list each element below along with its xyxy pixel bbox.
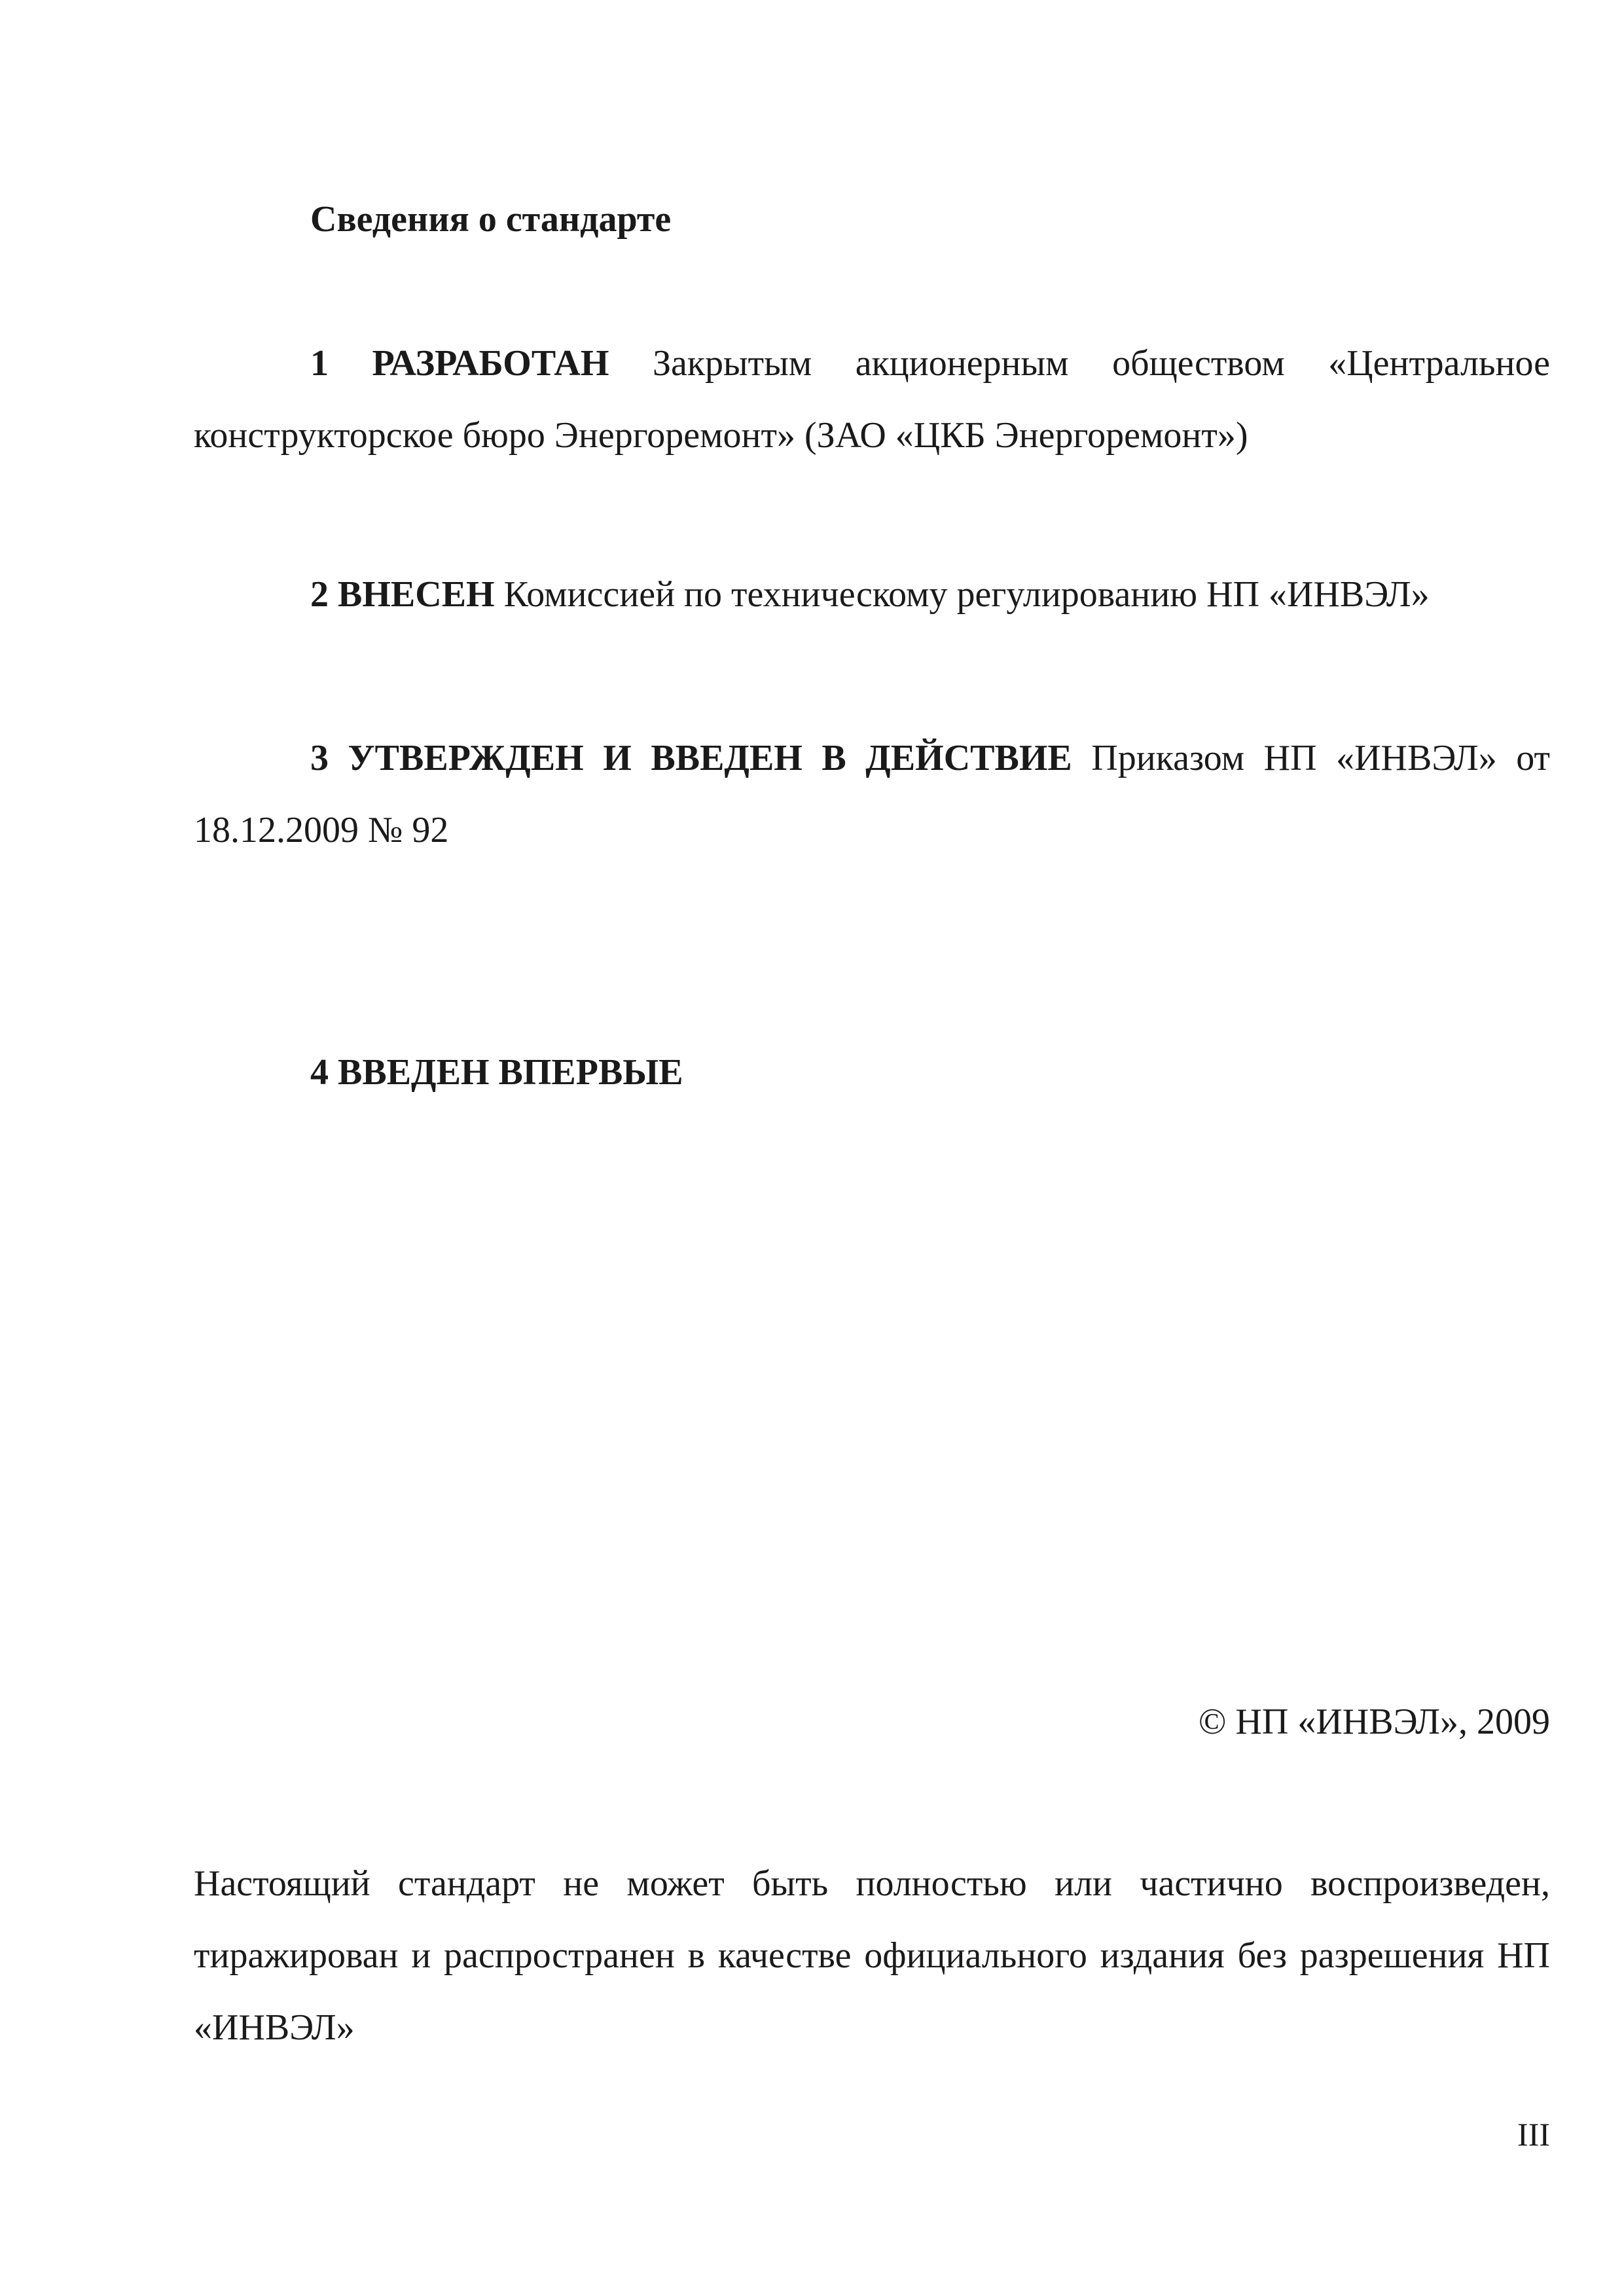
- info-item-developed: [194, 327, 1550, 471]
- info-item-label: 1 РАЗРАБОТАН: [310, 343, 609, 384]
- info-item-text: Приказом НП «ИНВЭЛ» от 18.12.2009 № 92: [194, 738, 1551, 850]
- page-number: III: [1517, 2116, 1550, 2153]
- info-item-text: Комиссией по техническому регулированию НП «ИНВЭЛ»: [503, 574, 1430, 615]
- info-item-introduced: [194, 558, 1550, 630]
- info-item-approved: [194, 722, 1550, 866]
- info-item-text: Закрытым акционерным обществом «Центральное конструкторское бюро Энергоремонт» (ЗАО «ЦКБ Энергоремонт»): [194, 343, 1550, 456]
- info-item-label: 4 ВВЕДЕН ВПЕРВЫЕ: [310, 1052, 683, 1093]
- info-item-first-introduced: [194, 1036, 1550, 1108]
- info-item-label: 2 ВНЕСЕН: [310, 574, 495, 615]
- section-title: Сведения о стандарте: [310, 199, 672, 240]
- reproduction-notice: Настоящий стандарт не может быть полностью или частично воспроизведен, тиражирован и распространен в качестве официального издания без разрешения НП «ИНВЭЛ»: [194, 1863, 1550, 2048]
- copyright-notice: © НП «ИНВЭЛ», 2009: [1198, 1702, 1550, 1742]
- info-item-label: 3 УТВЕРЖДЕН И ВВЕДЕН В ДЕЙСТВИЕ: [310, 738, 1072, 778]
